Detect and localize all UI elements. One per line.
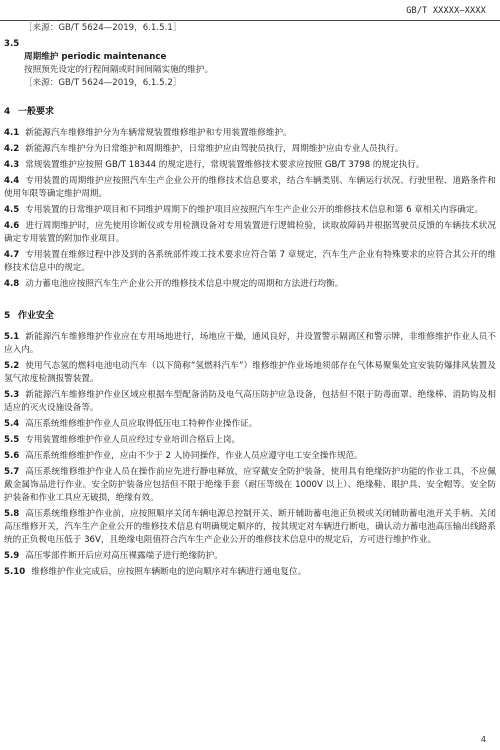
clause-paragraph <box>4 360 496 386</box>
section-5-heading <box>4 310 496 323</box>
clause-paragraph <box>4 418 496 431</box>
term-number: 3.5 <box>4 39 20 49</box>
clause-paragraph <box>4 450 496 463</box>
clause-number: 5.5 <box>4 435 20 445</box>
clause-text: 新能源汽车维修维护分为车辆常规装置维修维护和专用装置维修维护。 <box>25 128 292 138</box>
clause-paragraph <box>4 278 496 291</box>
clause-paragraph <box>4 143 496 156</box>
term-title: 周期维护 periodic maintenance <box>24 52 167 62</box>
section-4-paragraphs <box>4 127 496 291</box>
clause-text: 专用装置维修维护作业人员应经过专业培训合格后上岗。 <box>25 435 241 445</box>
section-4-heading <box>4 106 496 119</box>
clause-paragraph <box>4 175 496 201</box>
clause-paragraph <box>4 566 496 579</box>
header-divider <box>0 20 500 21</box>
clause-paragraph <box>4 127 496 140</box>
term-definition: 按照预先设定的行程间隔或时间间隔实施的维护。 <box>24 65 214 75</box>
clause-text: 新能源汽车维修维护作业区域应根据车型配备消防及电气高压防护应急设备，包括但不限于防毒面罩、绝缘棒、消防钩及相适应的灭火设施设备等。 <box>4 390 496 413</box>
clause-number: 4.5 <box>4 205 20 215</box>
clause-text: 高压系统维修维护作业前，应按照顺序关闭车辆电源总控制开关、断开辅助蓄电池正负极或关闭辅助蓄电池开关手柄、关闭高压维修开关，汽车生产企业公开的维修技术信息有明确规定顺序的，按其规定对车辆进行断电，确认动力蓄电池高压输出线路系统的正负极电压低于 36V，且绝缘电阻值符合汽车生产企业公开的维修技术信息中的规定后，方可进行维护作业。 <box>4 509 496 545</box>
clause-number: 4.2 <box>4 144 20 154</box>
clause-text: 高压系统维修维护作业人员在操作前应先进行静电释放，应穿戴安全防护装备，使用具有绝缘防护功能的作业工具，不应佩戴金属饰品进行作业。安全防护装备应包括但不限于绝缘手套（耐压等级在 1000V 以上）、绝缘鞋、眼护具、安全帽等。安全防护装备和作业工具应无破损，绝缘有效。 <box>4 467 496 503</box>
clause-text: 高压系统维修维护作业，应由不少于 2 人协同操作，作业人员应遵守电工安全操作规范。 <box>25 451 363 461</box>
clause-text: 新能源汽车维护分为日常维护和周期维护，日常维护应由驾驶员执行，周期维护应由专业人员执行。 <box>25 144 404 154</box>
clause-paragraph <box>4 466 496 505</box>
clause-paragraph <box>4 159 496 172</box>
section-number: 5 <box>4 311 11 321</box>
clause-text: 高压零部件断开后应对高压裸露端子进行绝缘防护。 <box>25 551 223 561</box>
term-source-reference: ［来源：GB/T 5624—2019，6.1.5.2］ <box>24 78 182 88</box>
clause-number: 5.3 <box>4 390 20 400</box>
clause-paragraph <box>4 434 496 447</box>
clause-number: 5.6 <box>4 451 20 461</box>
clause-paragraph <box>4 249 496 275</box>
standard-code-header: GB/T XXXXX—XXXX <box>406 6 486 16</box>
clause-text: 专用装置的周期维护应按照汽车生产企业公开的维修技术信息要求，结合车辆类别、车辆运行状况、行驶里程、道路条件和使用年限等确定维护周期。 <box>4 176 496 199</box>
clause-number: 4.6 <box>4 221 20 231</box>
clause-number: 5.1 <box>4 332 20 342</box>
document-body <box>4 22 496 582</box>
clause-paragraph <box>4 331 496 357</box>
section-title: 一般要求 <box>18 107 55 117</box>
clause-text: 专用装置在维修过程中涉及到的各系统部件竣工技术要求应符合第 7 章规定，汽车生产企业有特殊要求的应符合其公开的维修技术信息中的规定。 <box>4 250 496 273</box>
clause-number: 4.7 <box>4 250 20 260</box>
clause-text: 专用装置的日常维护项目和不同维护周期下的维护项目应按照汽车生产企业公开的维修技术信息和第 6 章相关内容确定。 <box>25 205 484 215</box>
clause-number: 5.2 <box>4 361 20 371</box>
clause-paragraph <box>4 204 496 217</box>
section-5-paragraphs <box>4 331 496 579</box>
section-title: 作业安全 <box>18 311 55 321</box>
clause-number: 4.8 <box>4 279 20 289</box>
clause-number: 5.4 <box>4 419 20 429</box>
clause-paragraph <box>4 550 496 563</box>
clause-text: 新能源汽车维修维护作业应在专用场地进行，场地应干燥，通风良好，并设置警示隔离区和警示牌，非维修维护作业人员不应入内。 <box>4 332 496 355</box>
clause-paragraph <box>4 220 496 246</box>
clause-number: 4.3 <box>4 160 20 170</box>
clause-number: 5.8 <box>4 509 20 519</box>
clause-number: 4.4 <box>4 176 20 186</box>
clause-text: 维修维护作业完成后，应按照车辆断电的逆向顺序对车辆进行通电复位。 <box>31 567 307 577</box>
clause-paragraph <box>4 389 496 415</box>
clause-text: 动力蓄电池应按照汽车生产企业公开的维修技术信息中规定的周期和方法进行均衡。 <box>25 279 344 289</box>
clause-text: 使用气态氢的燃料电池电动汽车（以下简称“氢燃料汽车”）维修维护作业场地须部存在气体易聚集处宜安装防爆排风装置及氢气浓度检测报警装置。 <box>4 361 496 384</box>
source-reference: ［来源：GB/T 5624—2019，6.1.5.1］ <box>24 23 182 33</box>
clause-number: 5.7 <box>4 467 20 477</box>
section-number: 4 <box>4 107 11 117</box>
clause-number: 5.10 <box>4 567 26 577</box>
clause-number: 5.9 <box>4 551 20 561</box>
clause-text: 进行周期维护时，应先使用诊断仪或专用检测设备对专用装置进行逻辑检验，读取故障码并根据驾驶员反馈的车辆技术状况确定专用装置的附加作业项目。 <box>4 221 496 244</box>
clause-text: 高压系统维修维护作业人员应取得低压电工特种作业操作证。 <box>25 419 258 429</box>
clause-paragraph <box>4 508 496 547</box>
clause-text: 常规装置维护应按照 GB/T 18344 的规定进行，常规装置维修技术要求应按照 GB/T 3798 的规定执行。 <box>25 160 425 170</box>
clause-number: 4.1 <box>4 128 20 138</box>
page-number: 4 <box>480 735 486 744</box>
